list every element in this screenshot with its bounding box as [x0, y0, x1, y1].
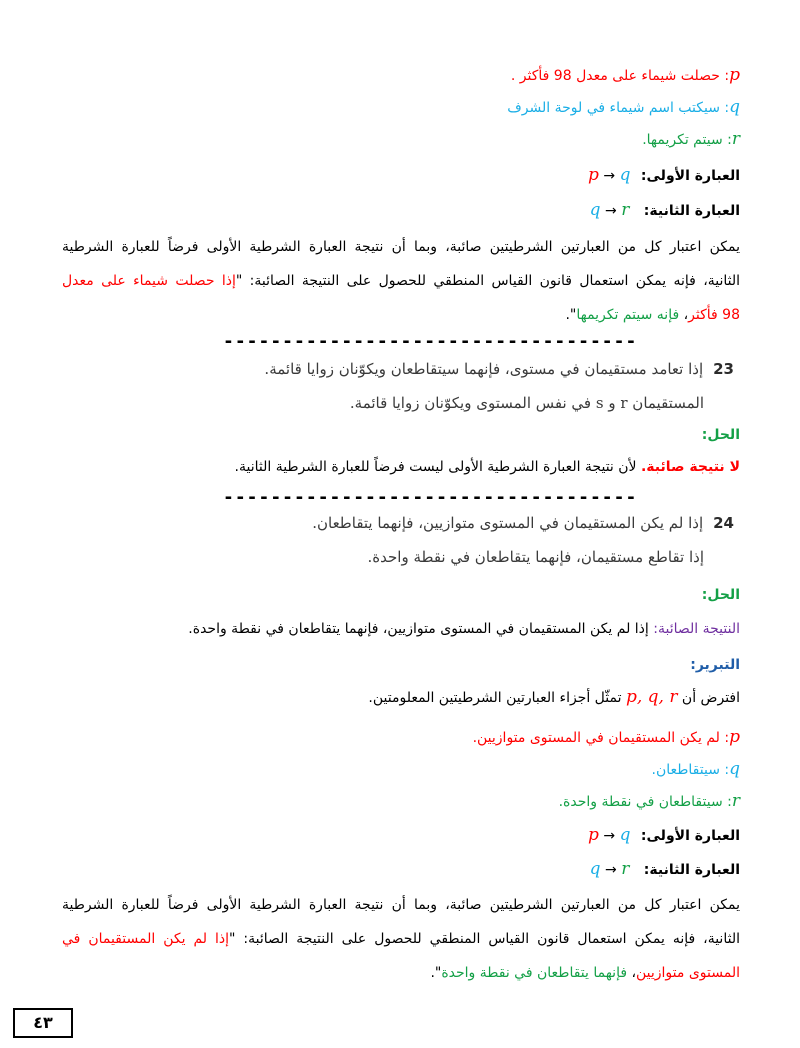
q-definition — [507, 96, 740, 119]
variables: p, q, r — [625, 687, 678, 707]
question-23-line-1 — [264, 360, 734, 378]
question-24-line-1 — [312, 514, 734, 532]
p-variable: p — [729, 65, 740, 85]
text: تمثّل أجزاء العبارتين الشرطيتين المعلومتين. — [368, 690, 626, 706]
syllogism-paragraph-2 — [62, 888, 740, 990]
formula-q: q — [589, 859, 601, 879]
text: الثانية، فإنه يمكن استعمال قانون القياس المنطقي للحصول على النتيجة الصائبة: " — [229, 931, 740, 947]
question-number: 23 — [713, 360, 734, 378]
implies-arrow: → — [605, 203, 617, 219]
p-variable: p — [729, 727, 740, 747]
conclusion-text: إذا حصلت شيماء على معدل — [62, 273, 236, 289]
statement-2-label: العبارة الثانية: — [643, 203, 740, 219]
q24-conclusion — [188, 618, 740, 640]
question-number: 24 — [713, 514, 734, 532]
text: افترض أن — [677, 690, 740, 706]
r-text: : سيتم تكريمها. — [642, 132, 732, 148]
statement-1-formula — [588, 164, 630, 187]
question-text: المستقيمان r و s في نفس المستوى ويكوّنان زوايا قائمة. — [349, 394, 704, 412]
statement-1-formula — [588, 824, 630, 847]
conclusion-text: إذا لم يكن المستقيمان في — [62, 931, 229, 947]
paragraph-line — [62, 922, 740, 956]
r-variable: r — [731, 791, 740, 811]
formula-r: r — [621, 200, 630, 220]
formula-q: q — [619, 165, 631, 185]
paragraph-line — [62, 264, 740, 298]
statement-1 — [588, 824, 740, 847]
p-definition — [473, 726, 740, 749]
question-text: إذا لم يكن المستقيمان في المستوى متوازيين، فإنهما يتقاطعان. — [312, 514, 704, 532]
statement-2-formula — [590, 858, 630, 881]
text: الثانية، فإنه يمكن استعمال قانون القياس المنطقي للحصول على النتيجة الصائبة: " — [235, 273, 740, 289]
text: يمكن اعتبار كل من العبارتين الشرطيتين صائبة، وبما أن نتيجة العبارة الشرطية الأولى فرضاً للعبارة الشرطية — [62, 897, 740, 913]
question-23 — [174, 360, 734, 430]
conclusion-text: فإنه سيتم تكريمها — [576, 307, 680, 323]
separator-2: ----------------------------------- — [223, 487, 638, 508]
syllogism-paragraph-1 — [62, 230, 740, 332]
implies-arrow: → — [603, 168, 616, 184]
paragraph-line — [62, 230, 740, 264]
answer-highlight: لا نتيجة صائبة. — [640, 459, 740, 475]
formula-r: r — [621, 859, 630, 879]
solution-label: الحل: — [701, 587, 740, 603]
statement-2 — [590, 199, 740, 222]
r-definition — [642, 128, 740, 151]
statement-2 — [590, 858, 740, 881]
statement-1-label: العبارة الأولى: — [640, 828, 740, 844]
q23-answer — [235, 456, 740, 478]
conclusion-text: 98 فأكثر — [688, 307, 740, 323]
question-24-line-2 — [368, 548, 704, 566]
solution-label: الحل: — [701, 427, 740, 443]
implies-arrow: → — [605, 862, 617, 878]
q-text: : سيكتب اسم شيماء في لوحة الشرف — [507, 100, 730, 116]
implies-arrow: → — [603, 828, 616, 844]
text: ". — [565, 307, 577, 323]
formula-p: p — [588, 825, 599, 845]
statement-2-formula — [590, 199, 630, 222]
formula-q: q — [589, 200, 601, 220]
p-text: : لم يكن المستقيمان في المستوى متوازيين. — [472, 730, 730, 746]
text: يمكن اعتبار كل من العبارتين الشرطيتين صائبة، وبما أن نتيجة العبارة الشرطية الأولى فرضاً للعبارة الشرطية — [62, 239, 740, 255]
r-text: : سيتقاطعان في نقطة واحدة. — [558, 794, 732, 810]
text: ، — [679, 307, 689, 323]
q-variable: q — [729, 97, 740, 117]
question-text: إذا تعامد مستقيمان في مستوى، فإنهما سيتقاطعان ويكوّنان زوايا قائمة. — [264, 360, 704, 378]
text: ". — [430, 965, 442, 981]
p-text: : حصلت شيماء على معدل 98 فأكثر . — [510, 68, 730, 84]
formula-p: p — [588, 165, 599, 185]
page-number: ٤٣ — [13, 1008, 73, 1038]
statement-2-label: العبارة الثانية: — [643, 862, 740, 878]
q-text: : سيتقاطعان. — [651, 762, 730, 778]
q-variable: q — [729, 759, 740, 779]
statement-1 — [588, 164, 740, 187]
text: ، — [627, 965, 636, 981]
answer-text: لأن نتيجة العبارة الشرطية الأولى ليست فرضاً للعبارة الشرطية الثانية. — [234, 459, 641, 475]
conclusion-label: النتيجة الصائبة: — [653, 621, 740, 637]
conclusion-text: فإنهما يتقاطعان في نقطة واحدة — [441, 965, 628, 981]
paragraph-line — [62, 956, 740, 990]
question-24 — [174, 514, 734, 584]
statement-1-label: العبارة الأولى: — [640, 168, 740, 184]
justification-label: التبرير: — [690, 657, 740, 673]
conclusion-text: إذا لم يكن المستقيمان في المستوى متوازيين، فإنهما يتقاطعان في نقطة واحدة. — [188, 621, 654, 637]
separator-1: ----------------------------------- — [223, 331, 638, 352]
question-23-line-2 — [350, 394, 704, 412]
q-definition — [652, 758, 740, 781]
conclusion-text: المستوى متوازيين — [636, 965, 740, 981]
r-definition — [559, 790, 740, 813]
r-variable: r — [731, 129, 740, 149]
assume-line — [368, 686, 740, 709]
paragraph-line — [62, 888, 740, 922]
paragraph-line — [62, 298, 740, 332]
formula-q: q — [619, 825, 631, 845]
p-definition — [511, 64, 740, 87]
question-text: إذا تقاطع مستقيمان، فإنهما يتقاطعان في نقطة واحدة. — [367, 548, 704, 566]
